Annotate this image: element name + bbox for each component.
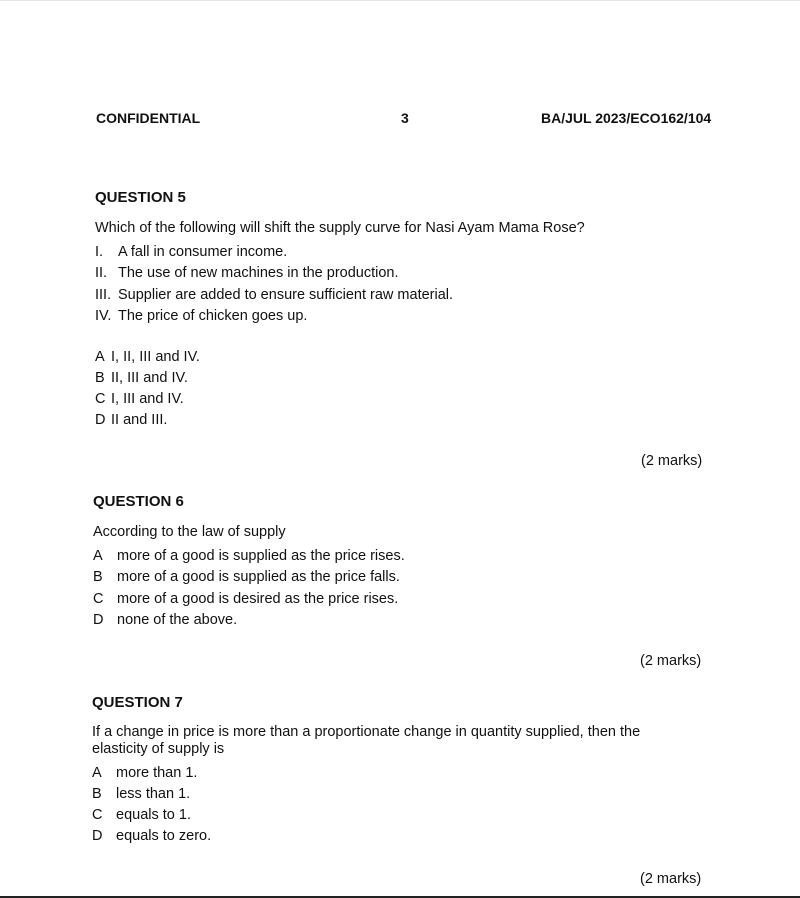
option-letter: B <box>93 569 103 585</box>
option-text: more than 1. <box>116 765 198 781</box>
question-5-title: QUESTION 5 <box>95 189 186 206</box>
question-5-stem: Which of the following will shift the supply curve for Nasi Ayam Mama Rose? <box>95 220 585 236</box>
statement-number: III. <box>95 287 112 303</box>
option-letter: C <box>92 807 103 823</box>
option-text: II, III and IV. <box>111 370 188 386</box>
q7-option-c <box>92 807 191 823</box>
q6-option-b <box>93 569 400 585</box>
q5-statement <box>95 244 287 260</box>
question-6-title: QUESTION 6 <box>93 493 184 510</box>
option-letter: D <box>95 412 106 428</box>
option-letter: B <box>95 370 105 386</box>
q5-statement <box>95 287 453 303</box>
statement-text: The use of new machines in the production. <box>118 265 399 281</box>
page-number: 3 <box>401 110 409 126</box>
q6-option-d <box>93 612 237 628</box>
q5-option-c <box>95 391 184 407</box>
q5-statement <box>95 308 307 324</box>
option-text: II and III. <box>111 412 168 428</box>
option-letter: A <box>93 548 103 564</box>
option-text: none of the above. <box>117 612 238 628</box>
option-letter: D <box>92 828 103 844</box>
q7-option-d <box>92 828 211 844</box>
statement-number: II. <box>95 265 108 281</box>
option-letter: B <box>92 786 102 802</box>
q7-option-b <box>92 786 190 802</box>
question-5-marks: (2 marks) <box>641 453 703 469</box>
question-7-marks: (2 marks) <box>640 871 702 887</box>
option-text: more of a good is supplied as the price rises. <box>117 548 405 564</box>
q5-option-b <box>95 370 188 386</box>
q6-option-c <box>93 591 398 607</box>
question-7-title: QUESTION 7 <box>92 694 183 711</box>
option-letter: D <box>93 612 104 628</box>
statement-number: I. <box>95 244 104 260</box>
q7-option-a <box>92 765 197 781</box>
q5-option-d <box>95 412 167 428</box>
page-top-edge <box>0 0 800 1</box>
option-text: equals to zero. <box>116 828 212 844</box>
option-text: less than 1. <box>116 786 191 802</box>
q6-option-a <box>93 548 405 564</box>
paper-code: BA/JUL 2023/ECO162/104 <box>541 110 712 126</box>
question-7-stem: If a change in price is more than a proportionate change in quantity supplied, then the elasticity of supply is <box>92 724 641 757</box>
option-text: I, II, III and IV. <box>111 349 200 365</box>
option-text: I, III and IV. <box>111 391 184 407</box>
q5-option-a <box>95 349 200 365</box>
option-letter: C <box>95 391 106 407</box>
option-text: more of a good is supplied as the price falls. <box>117 569 400 585</box>
statement-number: IV. <box>95 308 112 324</box>
statement-text: A fall in consumer income. <box>118 244 288 260</box>
header-confidential: CONFIDENTIAL <box>96 110 201 126</box>
question-6-marks: (2 marks) <box>640 653 702 669</box>
option-letter: C <box>93 591 104 607</box>
option-text: more of a good is desired as the price rises. <box>117 591 399 607</box>
question-6-stem: According to the law of supply <box>93 524 286 540</box>
q5-statement <box>95 265 399 281</box>
statement-text: Supplier are added to ensure sufficient raw material. <box>118 287 454 303</box>
option-text: equals to 1. <box>116 807 191 823</box>
option-letter: A <box>92 765 102 781</box>
option-letter: A <box>95 349 105 365</box>
statement-text: The price of chicken goes up. <box>118 308 308 324</box>
